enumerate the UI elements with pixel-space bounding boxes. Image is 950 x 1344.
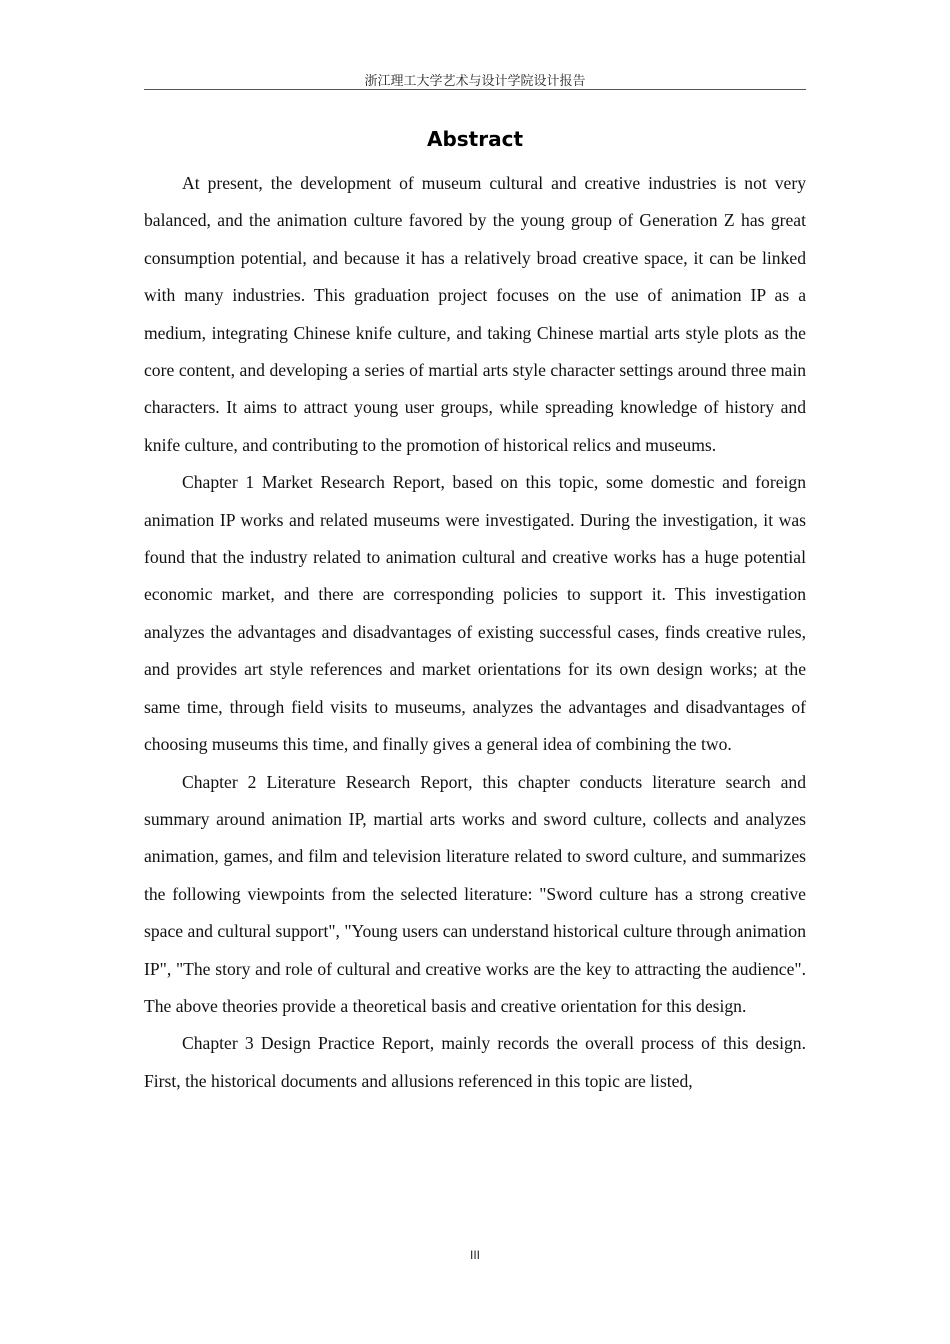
page-number: III	[469, 1248, 480, 1262]
abstract-paragraph-3: Chapter 2 Literature Research Report, this chapter conducts literature search and summary around animation IP, martial arts works and sword culture, collects and analyzes animation, games, and film and television literature related to sword culture, and summarizes the following viewpoints from the selected literature: "Sword culture has a strong creative space and cultural support", "Young users can understand historical culture through animation IP", "The story and role of cultural and creative works are the key to attracting the audience". The above theories provide a theoretical basis and creative orientation for this design.	[144, 771, 806, 1016]
header-divider	[144, 89, 806, 90]
abstract-paragraph-2: Chapter 1 Market Research Report, based on this topic, some domestic and foreign animation IP works and related museums were investigated. During the investigation, it was found that the industry related to animation cultural and creative works has a huge potential economic market, and there are corresponding policies to support it. This investigation analyzes the advantages and disadvantages of existing successful cases, finds creative rules, and provides art style references and market orientations for its own design works; at the same time, through field visits to museums, analyzes the advantages and disadvantages of choosing museums this time, and finally gives a general idea of combining the two.	[144, 472, 806, 755]
abstract-paragraph-4: Chapter 3 Design Practice Report, mainly records the overall process of this design. First, the historical documents and allusions referenced in this topic are listed,	[144, 1033, 806, 1091]
abstract-paragraph-1: At present, the development of museum cultural and creative industries is not very balanced, and the animation culture favored by the young group of Generation Z has great consumption potential, and because it has a relatively broad creative space, it can be linked with many industries. This graduation project focuses on the use of animation IP as a medium, integrating Chinese knife culture, and taking Chinese martial arts style plots as the core content, and developing a series of martial arts style character settings around three main characters. It aims to attract young user groups, while spreading knowledge of history and knife culture, and contributing to the promotion of historical relics and museums.	[144, 173, 806, 455]
abstract-body	[144, 165, 806, 1100]
running-header: 浙江理工大学艺术与设计学院设计报告	[364, 73, 586, 88]
page-title: Abstract	[426, 127, 524, 151]
